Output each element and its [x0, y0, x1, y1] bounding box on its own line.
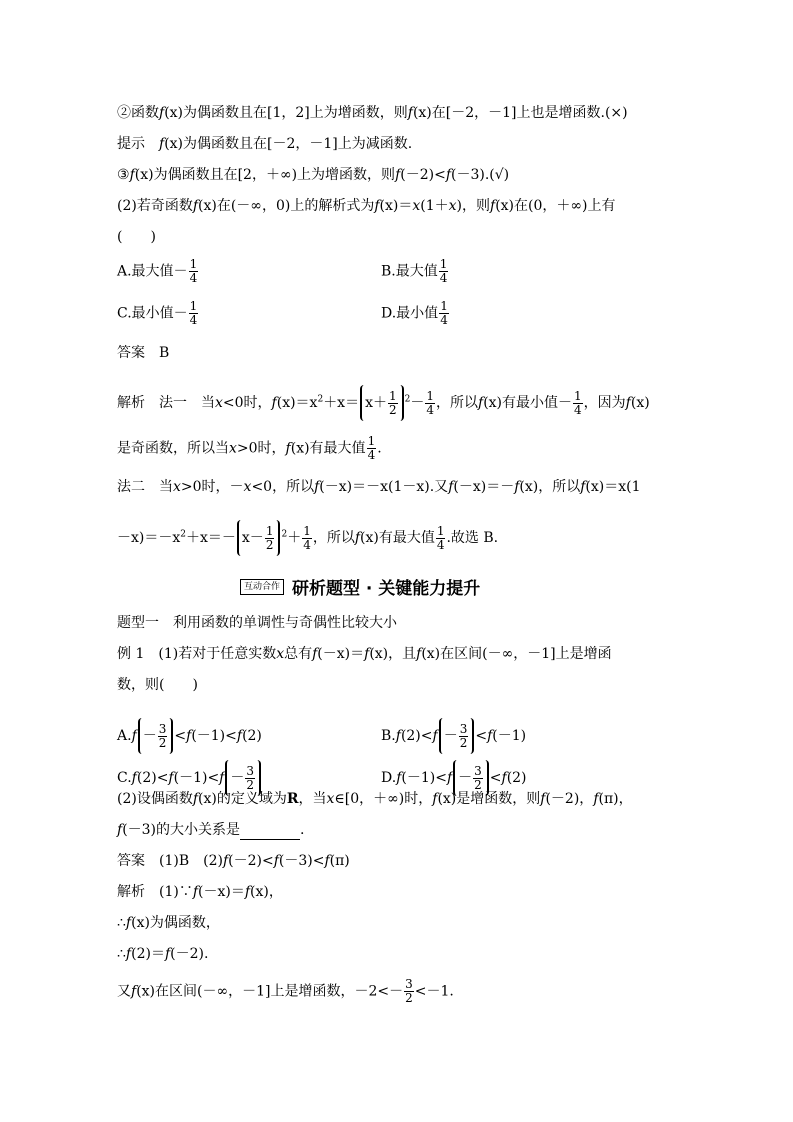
denominator: 2 [389, 402, 397, 417]
denominator: 4 [436, 537, 445, 552]
text: f [395, 167, 401, 183]
text: f [192, 198, 199, 214]
analysis-line-1 [117, 882, 283, 902]
fill-blank [240, 825, 300, 840]
text-line [117, 103, 628, 123]
fraction [573, 390, 583, 417]
text: － [443, 728, 458, 744]
text: 是奇函数，所以当 [117, 440, 229, 457]
text: ，当 [298, 791, 327, 807]
text: (x)在区间(－∞，－1]上是增函数，－2<－ [136, 983, 404, 1000]
text: 为偶函数且在[1，2]上为增函数，则 [183, 105, 408, 121]
bracket [237, 520, 281, 556]
text: (x)是增函数，则 [437, 791, 541, 807]
text: f [354, 530, 361, 546]
text: (x)， [250, 884, 283, 900]
text: (－2)< [400, 167, 446, 183]
text: －x)＝－x [117, 530, 181, 546]
text: f [192, 791, 199, 807]
numerator: 3 [405, 977, 413, 991]
denominator: 4 [440, 313, 448, 327]
text: (－x)＝－ [453, 479, 515, 495]
text: f [312, 646, 318, 662]
numerator: 3 [158, 721, 167, 736]
analysis-line-4 [117, 978, 454, 1005]
answer-line-2 [117, 851, 350, 871]
topic-heading: 题型一 利用函数的单调性与奇偶性比较大小 [117, 615, 397, 631]
text: ③ [117, 167, 130, 183]
text: f [129, 167, 135, 183]
text: f [374, 198, 380, 214]
text: (2)< [136, 770, 169, 786]
text: (x)的定义域为 [198, 791, 287, 807]
text: f [593, 791, 599, 807]
text: x [412, 198, 421, 214]
text: ，所以 [312, 530, 355, 546]
text: . [377, 440, 382, 457]
numerator: 1 [574, 388, 582, 403]
text: )，则 [456, 198, 491, 214]
text: (x)为偶函数且在[2，＋∞)上为增函数，则 [134, 167, 396, 183]
text: ＋ [287, 530, 302, 546]
text: ＋x＝ [323, 395, 360, 411]
section-title: 研析题型 · 关键能力提升 [292, 579, 481, 599]
text: . [300, 822, 305, 838]
numerator: 1 [189, 257, 198, 271]
text: (x)有最小值－ [483, 395, 573, 411]
text: 在[－2，－1]上也是增函数.(×) [431, 105, 628, 121]
text: 例 1 (1)若对于任意实数 [117, 646, 277, 662]
text: f [478, 395, 484, 411]
text: (－2)< [228, 853, 274, 869]
text: 又 [117, 983, 131, 1000]
text: f [487, 728, 493, 744]
solution-method-2 [117, 477, 641, 497]
text: f [364, 646, 370, 662]
text: － [142, 728, 157, 744]
fraction [265, 525, 275, 552]
text: <0时， [222, 395, 272, 411]
text: f [168, 770, 174, 786]
text: f [131, 770, 137, 786]
text: f [117, 822, 123, 838]
text: f [540, 791, 546, 807]
exponent: 2 [281, 529, 288, 540]
denominator: 2 [474, 777, 482, 792]
example-1 [117, 644, 612, 664]
text: (x)，所以 [519, 479, 581, 495]
text: B.最大值 [381, 263, 438, 280]
text: B. [381, 728, 396, 744]
text: ∴ [117, 915, 126, 931]
text: f [192, 884, 199, 900]
text: >0时， [236, 440, 286, 457]
exponent: 2 [317, 394, 324, 405]
text: (2)< [400, 728, 433, 744]
text: x [215, 395, 223, 411]
text-line [117, 165, 509, 185]
text: － [230, 770, 245, 786]
text: R [286, 791, 299, 807]
text: (－3).(√) [451, 167, 510, 183]
text: (π) [329, 853, 350, 869]
text: f [514, 479, 520, 495]
text: (－1)< [173, 770, 220, 786]
text: C. [117, 770, 132, 786]
fraction [459, 723, 469, 750]
text: ②函数 [117, 105, 159, 121]
text: f [244, 884, 251, 900]
text: < [489, 770, 502, 786]
solution-method-1 [117, 385, 650, 421]
text: f [164, 946, 171, 962]
bracket [439, 718, 475, 754]
text: ，所以 [436, 395, 479, 411]
numerator: 3 [474, 763, 482, 778]
fraction [439, 300, 449, 327]
text: f [314, 479, 320, 495]
text: f [448, 479, 454, 495]
denominator: 2 [246, 777, 254, 792]
text: f [490, 198, 496, 214]
text: f [625, 395, 631, 411]
text: (－3)< [278, 853, 325, 869]
numerator: 1 [303, 523, 311, 538]
text-line [117, 134, 412, 154]
text: x [276, 646, 285, 662]
text: 法二 当 [117, 479, 173, 495]
bracket [360, 385, 404, 421]
text: f [445, 167, 451, 183]
option-b [381, 258, 449, 285]
text: >0时，－ [180, 479, 244, 495]
numerator: 1 [389, 388, 397, 403]
denominator: 2 [405, 991, 413, 1005]
text: (x)有最大值 [290, 440, 366, 457]
section-banner [240, 574, 480, 599]
fraction [439, 258, 449, 285]
fraction [367, 435, 377, 462]
text: ∈[0，＋∞)时， [334, 791, 433, 807]
text: (x)，且 [369, 646, 417, 662]
solution-method-1-cont [117, 435, 382, 462]
denominator: 2 [459, 735, 468, 750]
text: (－1) [492, 728, 527, 744]
text: 提示 [117, 136, 159, 152]
text: 解析 (1)∵ [117, 884, 193, 900]
text: f [416, 646, 422, 662]
text: (π)， [598, 791, 633, 807]
fraction [473, 765, 483, 792]
denominator: 4 [189, 271, 198, 285]
numerator: 1 [440, 299, 448, 313]
text: (－2). [170, 946, 209, 962]
numerator: 3 [246, 763, 254, 778]
fraction [189, 300, 199, 327]
text: (－1)< [191, 728, 237, 744]
section-tag: 互动合作 [240, 579, 284, 595]
example-option-a [117, 718, 262, 754]
text-line [117, 196, 616, 216]
text: (x)在(－∞，0)上的解析式为 [198, 198, 375, 214]
denominator: 4 [367, 448, 376, 462]
text: f [501, 770, 507, 786]
text: (x)为偶函数且在[－2，－1]上为减函数. [164, 136, 413, 152]
numerator: 3 [459, 721, 468, 736]
text: f [186, 728, 192, 744]
analysis-line-3 [117, 944, 208, 964]
fraction [189, 258, 199, 285]
denominator: 4 [439, 271, 448, 285]
text: f [271, 395, 277, 411]
text: C.最小值－ [117, 305, 188, 322]
text: (1＋ [420, 198, 449, 214]
denominator: 2 [265, 537, 274, 552]
text: A. [117, 728, 132, 744]
text: f [273, 853, 279, 869]
fraction [436, 525, 446, 552]
text: f [285, 440, 291, 457]
text: x－ [241, 530, 264, 546]
analysis-line-2 [117, 913, 220, 933]
text: < [475, 728, 488, 744]
text: (2) [506, 770, 527, 786]
answer-blank: ( ) [117, 229, 156, 245]
text: f [219, 770, 225, 786]
text: － [410, 395, 425, 411]
text: (2) [242, 728, 262, 744]
text: D.最小值 [381, 305, 439, 322]
answer-line: 答案 B [117, 345, 170, 361]
option-a [117, 258, 199, 285]
numerator: 1 [426, 388, 435, 403]
text: (x)在区间(－∞，－1]上是增函 [421, 646, 612, 662]
text: f [580, 479, 586, 495]
text: f [159, 136, 165, 152]
option-d [381, 300, 450, 327]
text: (－1)< [401, 770, 447, 786]
example-1-cont: 数，则( ) [117, 677, 198, 693]
solution-method-2-cont [117, 520, 498, 556]
fraction [388, 390, 398, 417]
text: (x) [164, 105, 184, 121]
text: (x)在(0，＋∞)上有 [495, 198, 616, 214]
text: f [395, 728, 401, 744]
text: (2)＝ [131, 946, 165, 962]
fraction [404, 978, 414, 1005]
denominator: 2 [158, 735, 167, 750]
numerator: 1 [265, 523, 274, 538]
text: (x) [630, 395, 650, 411]
text: f [125, 946, 132, 962]
numerator: 1 [367, 434, 376, 448]
text: f [446, 770, 453, 786]
denominator: 4 [426, 402, 435, 417]
text: f [396, 770, 402, 786]
exponent: 2 [404, 394, 411, 405]
numerator: 1 [189, 299, 198, 313]
denominator: 4 [189, 313, 198, 327]
bracket [138, 718, 174, 754]
text: (x)为偶函数， [131, 915, 220, 931]
text: <0，所以 [251, 479, 315, 495]
text: 答案 (1)B (2) [117, 853, 223, 869]
text: D. [381, 770, 397, 786]
text: f [432, 728, 438, 744]
denominator: 4 [574, 402, 582, 417]
text: f [131, 983, 137, 1000]
numerator: 1 [436, 523, 445, 538]
example-2 [117, 789, 633, 809]
text: f [131, 728, 137, 744]
text: (2)若奇函数 [117, 198, 193, 214]
exponent: 2 [180, 529, 186, 540]
text: (－3)的大小关系是 [122, 822, 241, 838]
text: x＋ [365, 395, 387, 411]
text: 解析 法一 当 [117, 395, 215, 411]
text: < [174, 728, 187, 744]
text: ∴ [117, 946, 126, 962]
text: ＋x＝－ [186, 530, 236, 546]
text: (－x)＝－x(1－x).又 [319, 479, 449, 495]
text: 总有 [284, 646, 313, 662]
text: (－x)＝ [317, 646, 365, 662]
text: (x) [412, 105, 432, 121]
text: x [448, 198, 457, 214]
example-option-b [381, 718, 526, 754]
fraction [158, 723, 168, 750]
fraction [245, 765, 255, 792]
text: ，因为 [583, 395, 626, 411]
text: x [243, 479, 252, 495]
text: (－2)， [545, 791, 594, 807]
text: (－x)＝ [198, 884, 245, 900]
text: f [432, 791, 438, 807]
text: x [326, 791, 335, 807]
text: (x)＝x [276, 395, 318, 411]
denominator: 4 [303, 537, 311, 552]
text: (x)＝x(1 [585, 479, 641, 495]
option-c [117, 300, 199, 327]
text: f [324, 853, 330, 869]
example-2-cont [117, 820, 304, 840]
text: .故选 B. [446, 530, 499, 546]
text: x [229, 440, 237, 457]
text: － [458, 770, 473, 786]
text: f [407, 105, 413, 121]
text: (x)有最大值 [360, 530, 435, 546]
text: f [236, 728, 243, 744]
text: (x)＝ [379, 198, 413, 214]
text: f [159, 105, 165, 121]
fraction [425, 390, 435, 417]
text: f [125, 915, 132, 931]
numerator: 1 [439, 257, 448, 271]
fraction [302, 525, 312, 552]
text: x [173, 479, 181, 495]
text: (2)设偶函数 [117, 791, 193, 807]
text: f [222, 853, 229, 869]
text: <－1. [414, 983, 454, 1000]
text: A.最大值－ [117, 263, 188, 280]
